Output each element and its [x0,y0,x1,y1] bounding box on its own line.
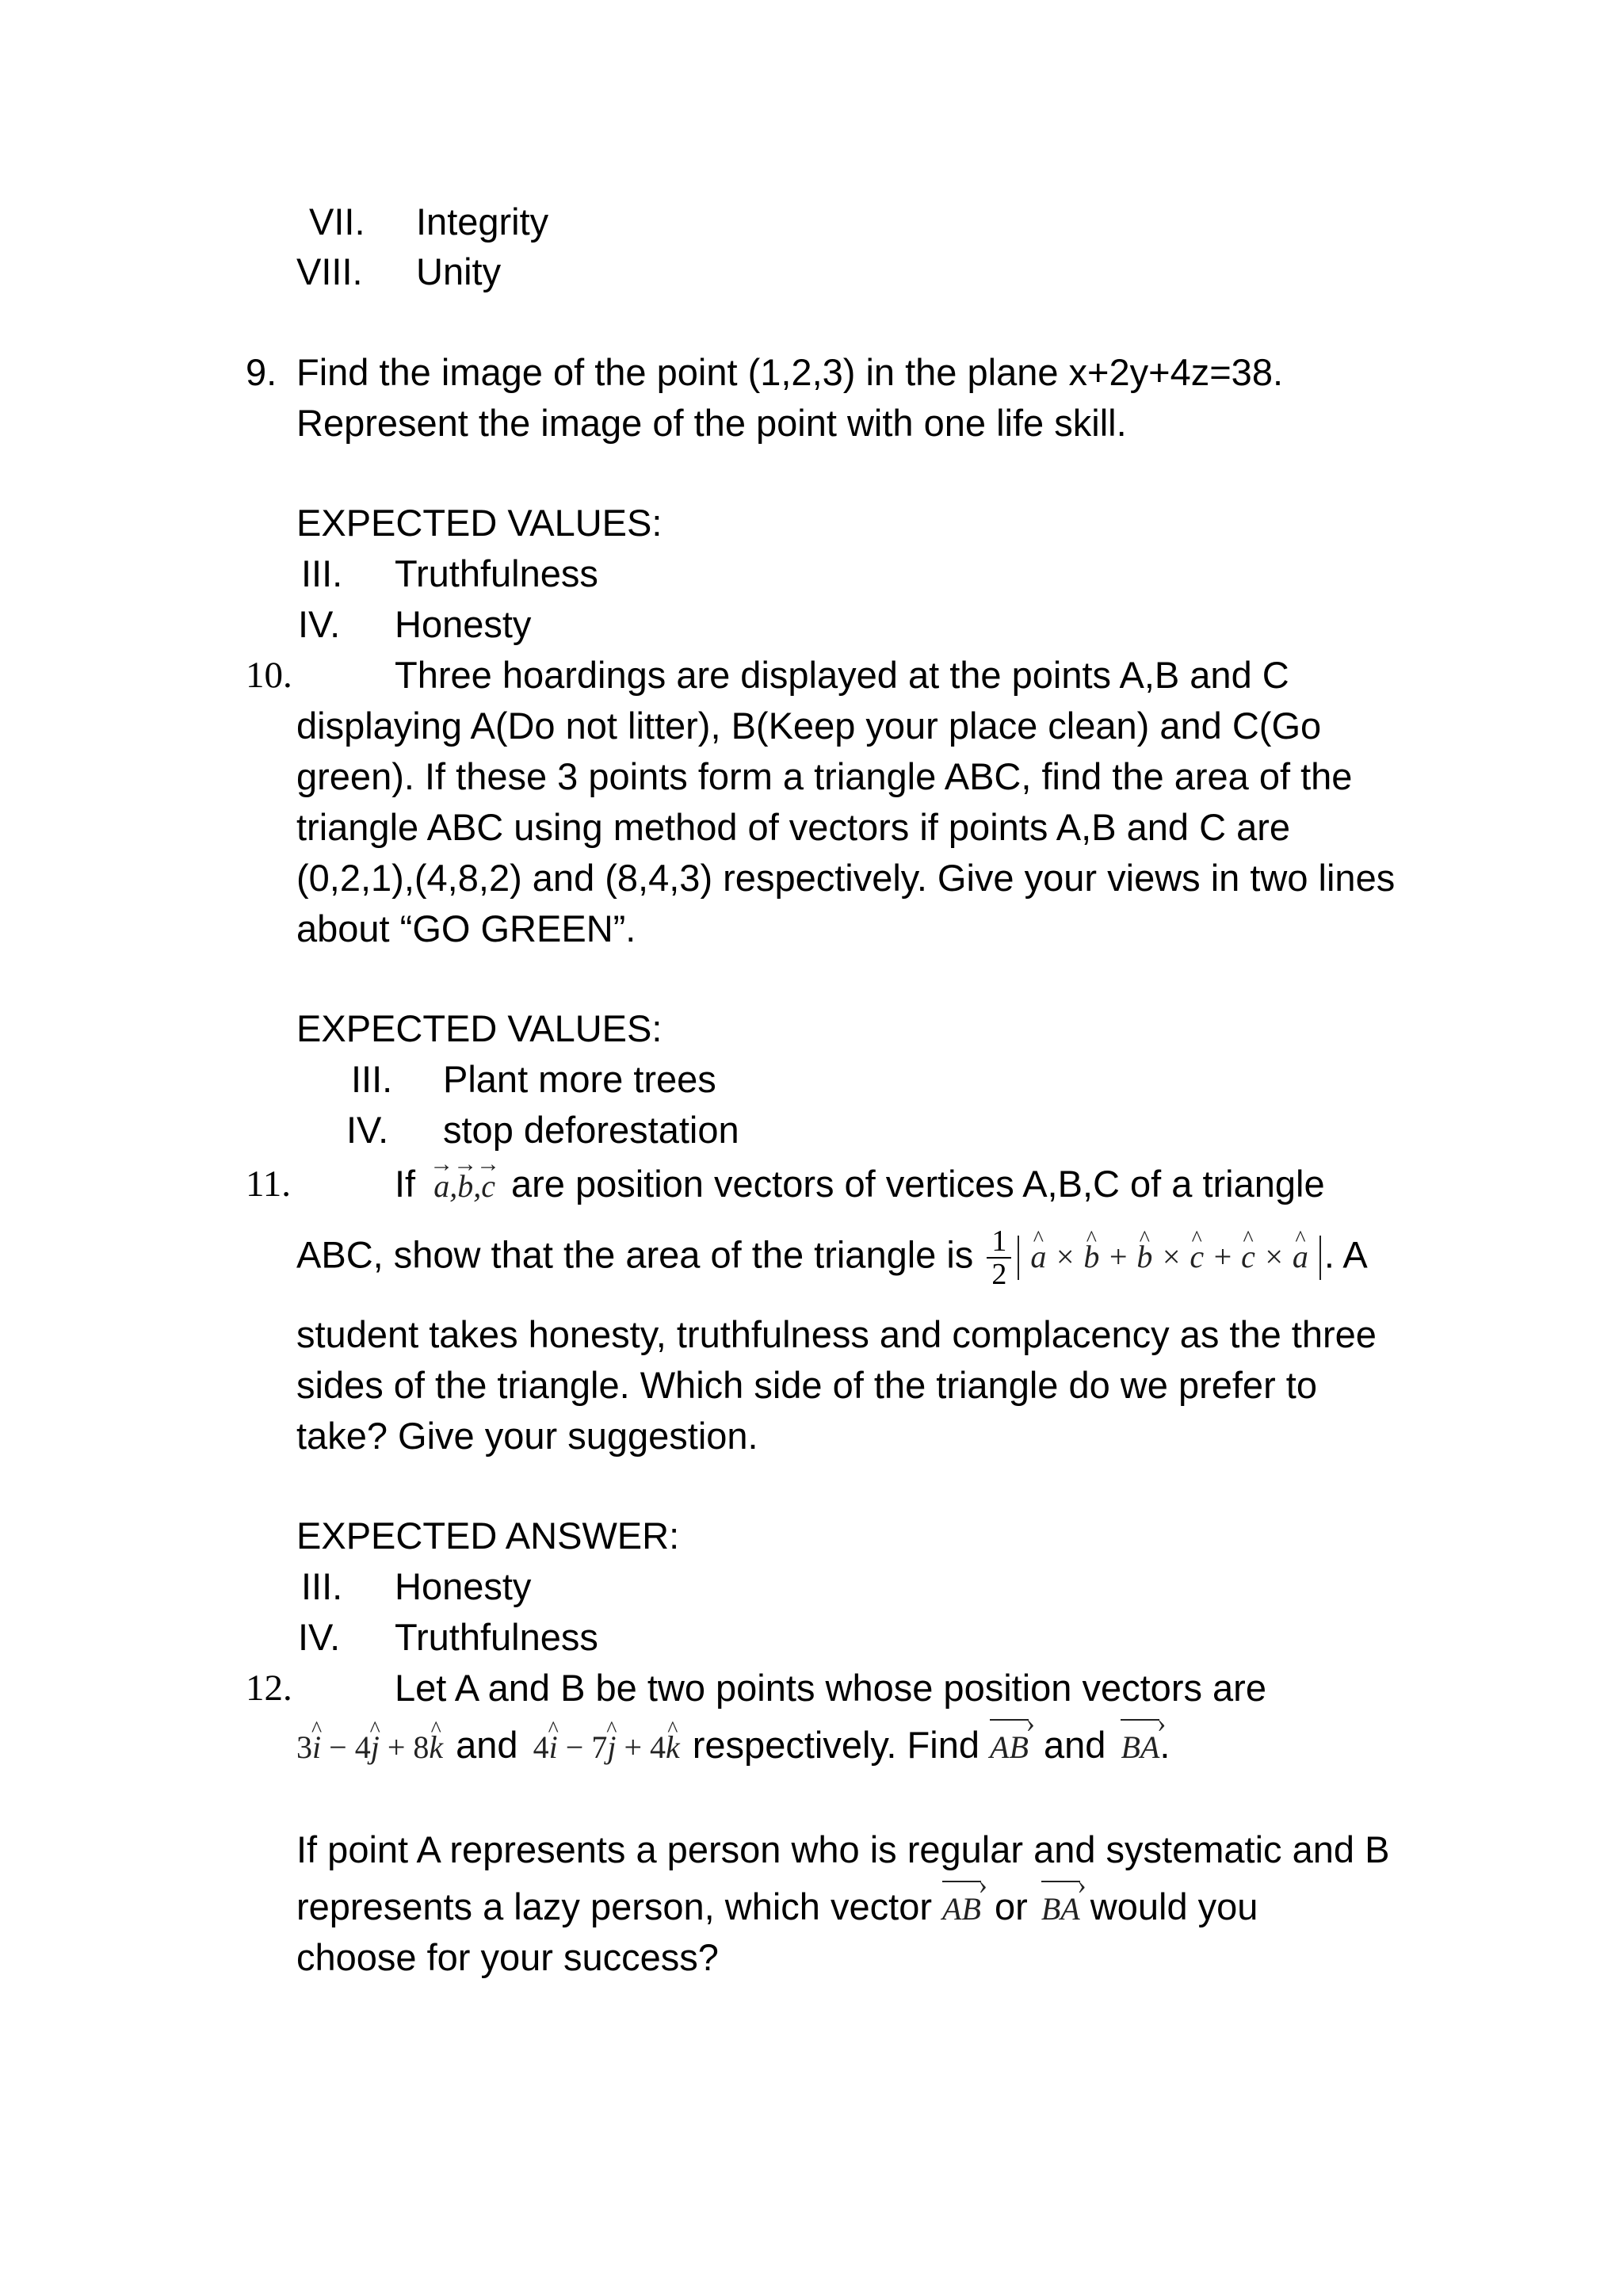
abs-bar-left [1018,1236,1019,1280]
question-text: about “GO GREEN”. [296,907,636,949]
question-number: 10. [246,655,292,696]
list-item: stop deforestation [443,1109,739,1151]
question-text [395,1159,1325,1212]
section-heading: EXPECTED ANSWER: [296,1515,680,1557]
vector-c: → c [481,1161,495,1212]
question-text: student takes honesty, truthfulness and complacency as the three [296,1313,1377,1355]
question-text: choose for your success? [296,1936,719,1978]
question-text: (0,2,1),(4,8,2) and (8,4,3) respectively. Give your views in two lines [296,857,1396,899]
section-heading: EXPECTED VALUES: [296,1007,663,1049]
question-text: green). If these 3 points form a triangle ABC, find the area of the [296,755,1353,797]
list-item: Integrity [416,201,549,243]
list-item: Honesty [395,1565,532,1607]
vector-ab: AB › [990,1722,1029,1773]
vector-expression: → a,→ b,→ c [433,1168,503,1204]
question-number: 9. [246,351,277,393]
question-number: 12. [246,1668,292,1709]
list-item: Plant more trees [443,1058,716,1100]
list-number: IV. [298,1616,341,1658]
question-text: ABC, show that the area of the triangle is $\frac{1}{2}$ ^ a × ^ b + ^ b × ^ c + ^ c × ^ a . A [296,1225,1368,1290]
list-item: Unity [416,250,502,292]
list-number: VIII. [296,250,363,292]
question-text: sides of the triangle. Which side of the triangle do we prefer to [296,1364,1317,1406]
list-number: III. [351,1058,393,1100]
question-text: take? Give your suggestion. [296,1415,758,1457]
list-number: III. [301,1565,343,1607]
question-text: displaying A(Do not litter), B(Keep your place clean) and C(Go [296,705,1322,747]
list-number: VII. [309,201,365,243]
question-text: Represent the image of the point with one life skill. [296,402,1127,444]
question-text: 3^ i − 4^ j + 8^ k and 4^ i − 7^ j + 4^ k respectively. Find AB › and BA ›. [296,1720,1170,1773]
if-word: If [395,1163,416,1205]
vector-ba: BA › [1121,1722,1159,1773]
question-text: Three hoardings are displayed at the points A,B and C [395,654,1289,696]
question-text: represents a lazy person, which vector AB › or BA › would you [296,1881,1258,1935]
vector-ba: BA › [1041,1884,1080,1935]
question-text: Let A and B be two points whose position vectors are [395,1667,1266,1709]
list-item: Truthfulness [395,552,598,594]
vector-a: → a [433,1161,449,1212]
position-vector-b: 4^ i − 7^ j + 4^ k [533,1729,688,1765]
question-text-rest: are position vectors of vertices A,B,C of a triangle [510,1163,1325,1205]
fraction-half: $\frac{1}{2}$ [987,1225,1011,1290]
question-text: If point A represents a person who is regular and systematic and B [296,1828,1390,1870]
list-number: IV. [298,603,341,645]
question-text: triangle ABC using method of vectors if points A,B and C are [296,806,1291,848]
vector-ab: AB › [942,1884,981,1935]
abs-bar-right [1319,1236,1321,1280]
section-heading: EXPECTED VALUES: [296,502,663,544]
question-number: 11. [246,1163,292,1205]
list-number: III. [301,552,343,594]
list-item: Honesty [395,603,532,645]
list-item: Truthfulness [395,1616,598,1658]
question-text: Find the image of the point (1,2,3) in the plane x+2y+4z=38. [296,351,1284,393]
list-number: IV. [346,1109,389,1151]
vector-b: → b [457,1161,473,1212]
cross-product-expression: ^ a × ^ b + ^ b × ^ c + ^ c × ^ a [1022,1239,1316,1274]
position-vector-a: 3^ i − 4^ j + 8^ k [296,1729,451,1765]
